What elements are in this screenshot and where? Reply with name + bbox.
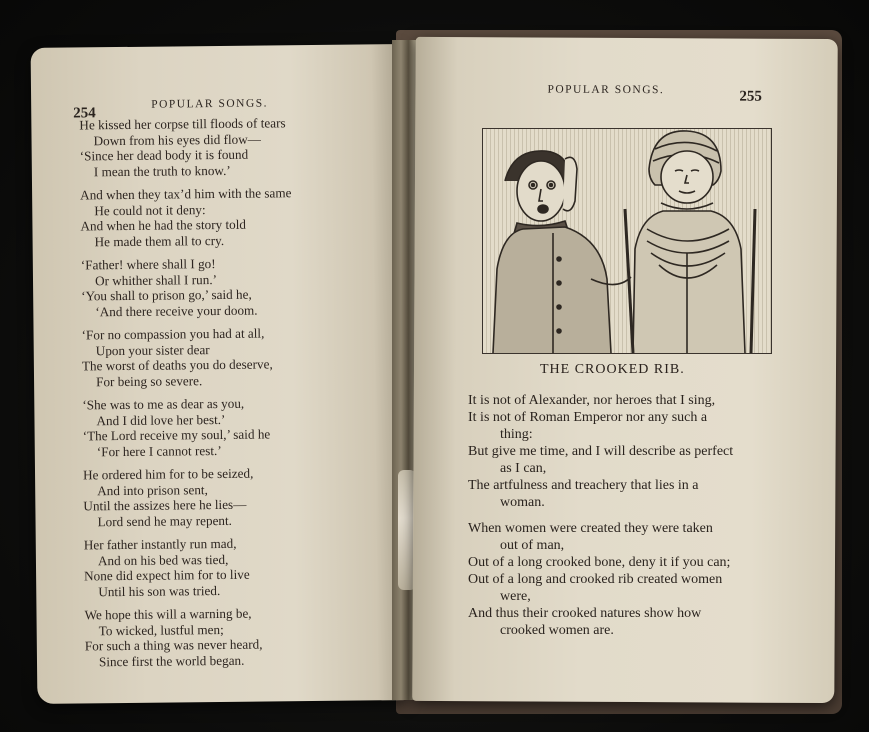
song-line: It is not of Roman Emperor nor any such a [468,410,708,425]
song-line: woman. [500,495,545,510]
song-line: were, [500,589,531,604]
verse-line: ‘Since her dead body it is found [79,146,249,164]
woman-figure [625,131,755,353]
verse-line: We hope this will a warning be, [84,605,252,623]
song-line: crooked women are. [500,623,614,638]
verse-line: And I did love her best.’ [96,411,226,428]
verse-line: ‘For no compassion you had at all, [81,325,265,343]
song-line: as I can, [500,461,547,476]
verse-line: And when they tax’d him with the same [80,185,292,203]
verse-line: ‘You shall to prison go,’ said he, [81,286,252,304]
verse-line: I mean the truth to know.’ [93,162,231,179]
song-line: Out of a long and crooked rib created women [468,572,723,587]
verse-line: Her father instantly run mad, [83,535,237,553]
song-line: Out of a long crooked bone, deny it if you can; [468,555,731,570]
song-line: But give me time, and I will describe as perfect [468,444,734,459]
song-title: THE CROOKED RIB. [540,362,685,377]
left-running-head: POPULAR SONGS. [151,97,269,111]
verse-line: Lord send he may repent. [97,512,233,529]
verse-line: To wicked, lustful men; [98,621,224,638]
verse-line: He could not it deny: [94,201,206,218]
man-figure [493,151,631,353]
verse-line: ‘She was to me as dear as you, [82,395,245,413]
verse-line: He made them all to cry. [94,232,225,249]
verse-line: He kissed her corpse till floods of tears [79,115,286,133]
verse-line: Until his son was tried. [98,582,221,599]
left-page [31,44,408,704]
right-page-number: 255 [739,88,762,105]
right-running-head: POPULAR SONGS. [547,83,665,97]
verse-line: Since first the world began. [98,652,245,669]
verse-line: And on his bed was tied, [97,551,229,568]
verse-line: For such a thing was never heard, [84,636,263,654]
verse-line: ‘The Lord receive my soul,’ said he [82,426,271,444]
song-line: thing: [500,427,533,442]
illustration-figures [483,129,771,353]
song-line: And thus their crooked natures show how [468,606,702,621]
verse-line: He ordered him for to be seized, [82,465,254,483]
left-page-number: 254 [73,105,96,122]
verse-line: And when he had the story told [80,216,247,234]
stanza-1 [468,392,798,511]
song-line: It is not of Alexander, nor heroes that I sing, [468,393,716,408]
verse-line: And into prison sent, [97,481,208,498]
verse-line: ‘Father! where shall I go! [80,256,216,273]
verse-line: None did expect him for to live [84,566,250,584]
verse-line: Or whither shall I run.’ [94,271,218,288]
verse-line: The worst of deaths you do deserve, [81,356,273,374]
woodcut-illustration [482,128,772,354]
song-line: When women were created they were taken [468,521,713,536]
stanza-2 [468,520,798,639]
song-line: out of man, [500,538,565,553]
verse-line: Until the assizes here he lies— [83,496,247,514]
verse-line: ‘For here I cannot rest.’ [96,442,222,459]
verse-line: ‘And there receive your doom. [95,302,258,319]
verse-line: Upon your sister dear [95,341,210,358]
verse-line: Down from his eyes did flow— [93,131,262,148]
verse-line: For being so severe. [95,372,203,389]
song-line: The artfulness and treachery that lies in a [468,478,699,493]
left-verse-block [79,115,296,669]
